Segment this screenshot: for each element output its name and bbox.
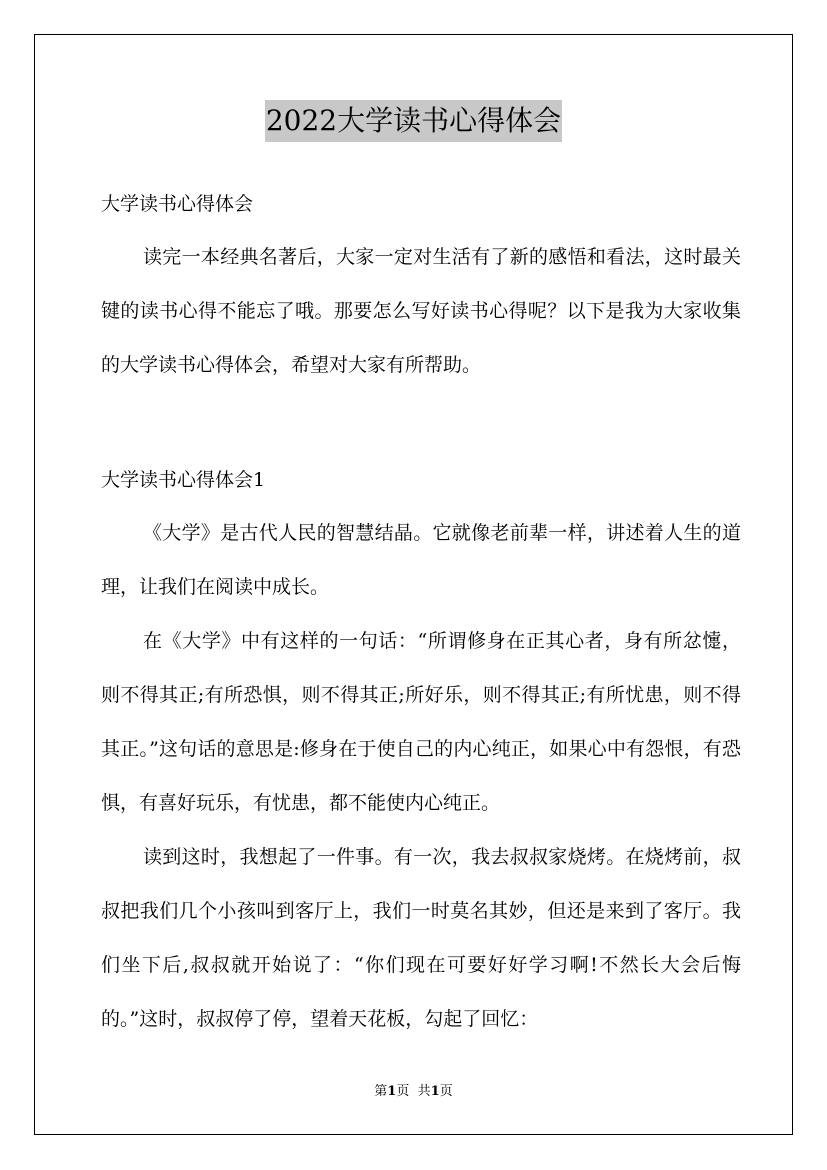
body-paragraph-3: 读到这时，我想起了一件事。有一次，我去叔叔家烧烤。在烧烤前，叔叔把我们几个小孩叫到客厅上，我们一时莫名其妙，但还是来到了客厅。我们坐下后,叔叔就开始说了：“你们现在可要好好学习啊!不然长大会后悔的。”这时，叔叔停了停，望着天花板，勾起了回忆：	[101, 846, 741, 1030]
page-footer	[0, 1083, 827, 1101]
document-body	[101, 176, 741, 1046]
page-label-prefix: 第	[374, 1084, 388, 1099]
page-total: 1	[430, 1084, 440, 1099]
title-container	[0, 100, 827, 142]
page-current: 1	[387, 1084, 397, 1099]
body-paragraph-1: 《大学》是古代人民的智慧结晶。它就像老前辈一样，讲述着人生的道理，让我们在阅读中成长。	[101, 522, 741, 598]
section-heading: 大学读书心得体会1	[101, 469, 266, 491]
document-title: 2022大学读书心得体会	[265, 100, 562, 142]
body-paragraph-2: 在《大学》中有这样的一句话：“所谓修身在正其心者，身有所忿懥，则不得其正;有所恐惧，则不得其正;所好乐，则不得其正;有所忧患，则不得其正。”这句话的意思是:修身在于使自己的内心纯正，如果心中有怨恨，有恐惧，有喜好玩乐，有忧患，都不能使内心纯正。	[101, 630, 741, 814]
page-label-suffix: 页	[396, 1084, 410, 1099]
total-label-suffix: 页	[439, 1084, 453, 1099]
intro-paragraph: 读完一本经典名著后，大家一定对生活有了新的感悟和看法，这时最关键的读书心得不能忘了哦。那要怎么写好读书心得呢？以下是我为大家收集的大学读书心得体会，希望对大家有所帮助。	[101, 246, 741, 376]
total-label-prefix: 共	[417, 1084, 431, 1099]
main-heading: 大学读书心得体会	[101, 193, 254, 215]
